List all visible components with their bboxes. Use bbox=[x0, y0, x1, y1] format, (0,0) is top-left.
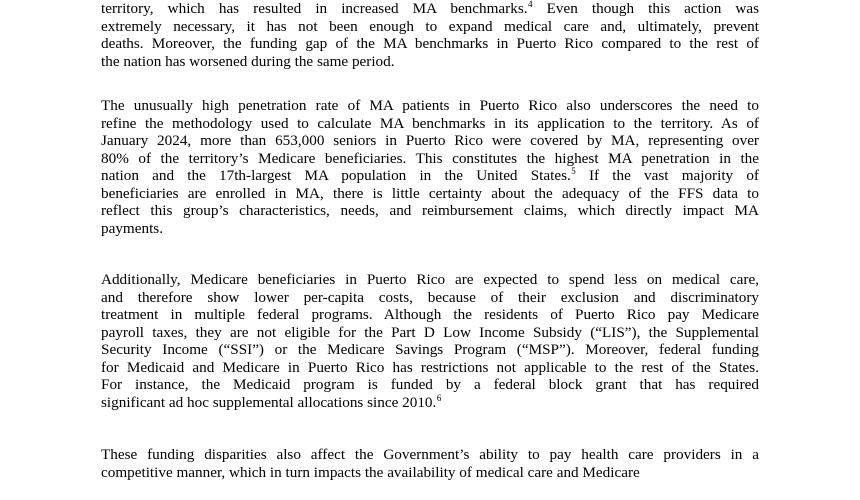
text-line bbox=[101, 306, 759, 324]
text-line bbox=[101, 150, 759, 168]
text-line bbox=[101, 271, 759, 289]
line-text: treatment in multiple federal programs. Although the residents of Puerto Rico pay Medicare bbox=[101, 306, 759, 323]
text-line bbox=[101, 464, 759, 482]
line-text: significant ad hoc supplemental allocations since 2010. bbox=[101, 393, 437, 411]
text-line bbox=[101, 0, 759, 18]
line-text: January 2024, more than 653,000 seniors in Puerto Rico were covered by MA, representing over bbox=[101, 132, 759, 149]
text-line bbox=[101, 220, 759, 238]
line-text: the nation has worsened during the same period. bbox=[101, 52, 395, 70]
text-line bbox=[101, 115, 759, 133]
footnote-marker: 4 bbox=[528, 0, 533, 9]
text-line bbox=[101, 394, 759, 412]
line-text: For instance, the Medicaid program is funded by a federal block grant that has required bbox=[101, 376, 759, 393]
line-text: refine the methodology used to calculate MA benchmarks in its application to the territory. As of bbox=[101, 114, 759, 132]
line-text: nation and the 17th-largest MA population in the United States. bbox=[101, 167, 571, 184]
text-line bbox=[101, 97, 759, 115]
line-text: competitive manner, which in turn impacts the availability of medical care and Medicare bbox=[101, 463, 640, 481]
line-text: for Medicaid and Medicare in Puerto Rico has restrictions not applicable to the rest of the States. bbox=[101, 358, 759, 376]
line-text: extremely necessary, it has not been enough to expand medical care and, ultimately, prevent bbox=[101, 17, 759, 35]
text-line bbox=[101, 324, 759, 342]
text-line bbox=[101, 376, 759, 394]
footnote-marker: 6 bbox=[436, 392, 442, 403]
text-line bbox=[101, 202, 759, 220]
text-line bbox=[101, 132, 759, 150]
text-line bbox=[101, 446, 759, 464]
text-line bbox=[101, 341, 759, 359]
paragraph-ma-penetration bbox=[101, 97, 759, 237]
text-line bbox=[101, 53, 759, 71]
line-text: deaths. Moreover, the funding gap of the MA benchmarks in Puerto Rico compared to the rest of bbox=[101, 35, 759, 52]
line-text: Security Income (“SSI”) or the Medicare Savings Program (“MSP”). Moreover, federal funding bbox=[101, 341, 759, 358]
text-line bbox=[101, 185, 759, 203]
line-text: territory, which has resulted in increased MA benchmarks. bbox=[101, 0, 528, 17]
text-line bbox=[101, 167, 759, 185]
line-text: The unusually high penetration rate of MA patients in Puerto Rico also underscores the need to bbox=[101, 97, 759, 114]
footnote-marker: 5 bbox=[571, 166, 576, 176]
line-text-continued: If the vast majority of bbox=[575, 167, 759, 184]
text-line bbox=[101, 289, 759, 307]
line-text: Additionally, Medicare beneficiaries in Puerto Rico are expected to spend less on medical care, bbox=[101, 271, 759, 288]
line-text: and therefore show lower per-capita costs, because of their exclusion and discriminatory bbox=[101, 288, 759, 306]
line-text: 80% of the territory’s Medicare beneficiaries. This constitutes the highest MA penetration in the bbox=[101, 149, 759, 167]
text-line bbox=[101, 18, 759, 36]
line-text: payroll taxes, they are not eligible for the Part D Low Income Subsidy (“LIS”), the Supplemental bbox=[101, 323, 759, 341]
line-text: These funding disparities also affect the Government’s ability to pay health care providers in a bbox=[101, 446, 759, 463]
line-text-continued: Even though this action was bbox=[532, 0, 759, 17]
text-line bbox=[101, 359, 759, 377]
line-text: beneficiaries are enrolled in MA, there is little certainty about the adequacy of the FFS data to bbox=[101, 184, 759, 202]
paragraph-beneficiary-exclusion bbox=[101, 271, 759, 411]
line-text: reflect this group’s characteristics, needs, and reimbursement claims, which directly impact MA bbox=[101, 202, 759, 219]
text-line bbox=[101, 35, 759, 53]
paragraph-funding-disparities bbox=[101, 446, 759, 481]
paragraph-ma-benchmarks bbox=[101, 0, 759, 70]
line-text: payments. bbox=[101, 219, 164, 237]
